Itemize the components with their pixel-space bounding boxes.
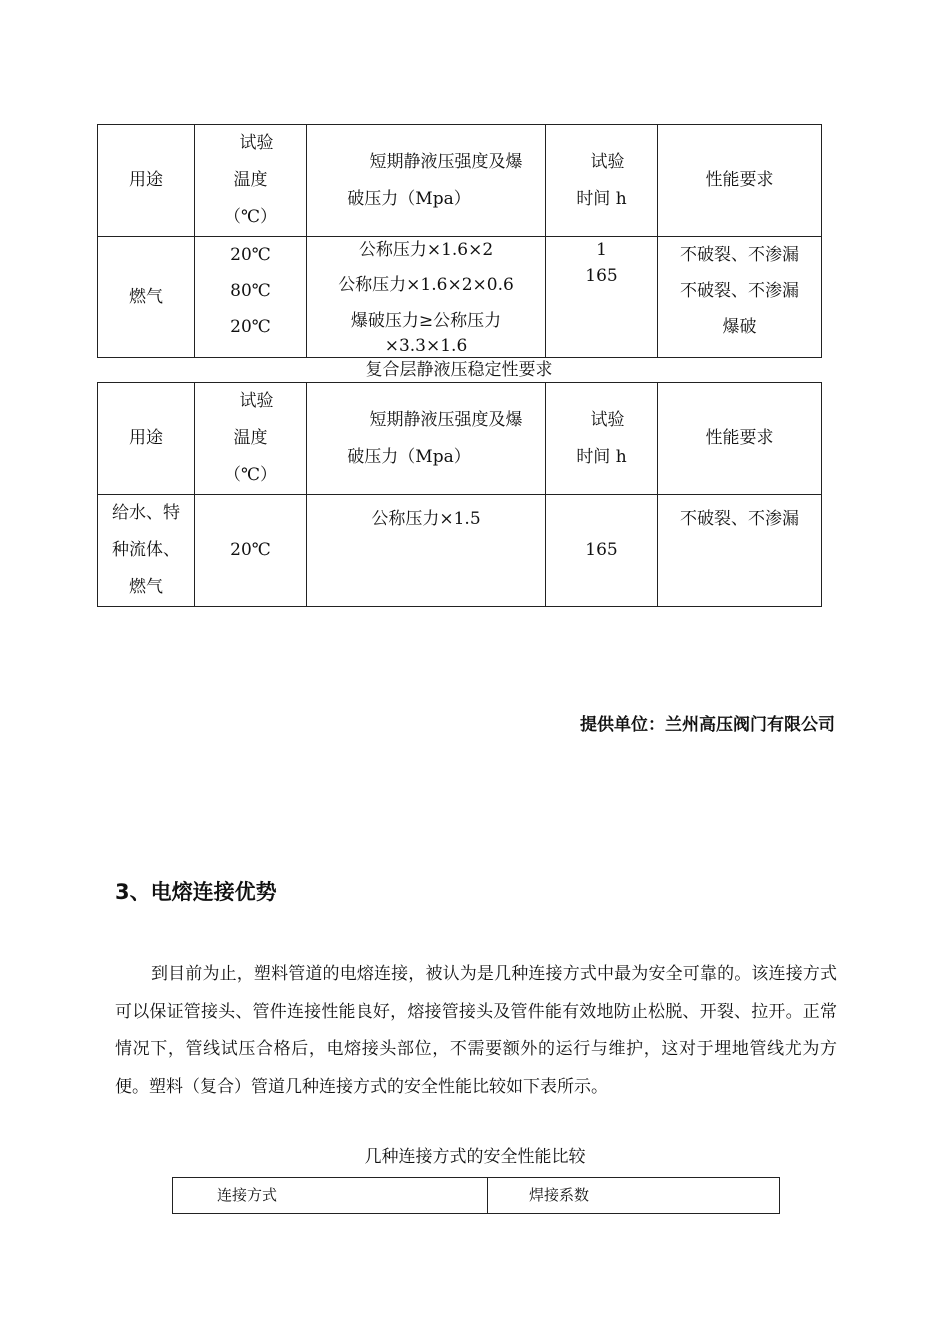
table-row (98, 237, 822, 358)
table-header-row (98, 125, 822, 237)
table3-caption: 几种连接方式的安全性能比较 (364, 1147, 586, 1167)
header-pressure: 短期静液压强度及爆 破压力（Mpa） (307, 125, 546, 237)
header-performance: 性能要求 (658, 383, 822, 495)
table2-caption: 复合层静液压稳定性要求 (365, 360, 553, 380)
table-header-row (98, 383, 822, 495)
header-performance: 性能要求 (658, 125, 822, 237)
provider-credit: 提供单位：兰州高压阀门有限公司 (580, 715, 835, 735)
cell-temps: 20℃ 80℃ 20℃ (195, 237, 307, 358)
header-use: 用途 (98, 125, 195, 237)
header-test-time: 试验 时间 h (546, 125, 658, 237)
table-row (98, 495, 822, 607)
header-test-temp: 试验 温度 （℃） (195, 125, 307, 237)
cell-use: 燃气 (98, 237, 195, 358)
cell-pressures: 公称压力×1.6×2 公称压力×1.6×2×0.6 爆破压力≥公称压力 ×3.3×1.6 (307, 237, 546, 358)
composite-layer-table (97, 382, 822, 607)
cell-temp: 20℃ (195, 495, 307, 607)
cell-performance: 不破裂、不渗漏 (658, 495, 822, 607)
body-paragraph: 到目前为止，塑料管道的电熔连接，被认为是几种连接方式中最为安全可靠的。该连接方式可以保证管接头、管件连接性能良好，熔接管接头及管件能有效地防止松脱、开裂、拉开。正常情况下，管线试压合格后，电熔接头部位，不需要额外的运行与维护，这对于埋地管线尤为方便。塑料（复合）管道几种连接方式的安全性能比较如下表所示。 (115, 964, 837, 1097)
cell-time: 165 (546, 495, 658, 607)
header-test-time: 试验 时间 h (546, 383, 658, 495)
gas-pipe-test-table (97, 124, 822, 358)
cell-performance: 不破裂、不渗漏 不破裂、不渗漏 爆破 (658, 237, 822, 358)
connection-safety-table: 连接方式 焊接系数 (172, 1177, 780, 1214)
section-heading: 3、电熔连接优势 (115, 880, 277, 904)
cell-use: 给水、特 种流体、 燃气 (98, 495, 195, 607)
cell-times: 1 165 (546, 237, 658, 358)
header-connection-method: 连接方式 (173, 1178, 488, 1213)
cell-pressure: 公称压力×1.5 (307, 495, 546, 607)
header-use: 用途 (98, 383, 195, 495)
header-test-temp: 试验 温度 （℃） (195, 383, 307, 495)
header-pressure: 短期静液压强度及爆 破压力（Mpa） (307, 383, 546, 495)
